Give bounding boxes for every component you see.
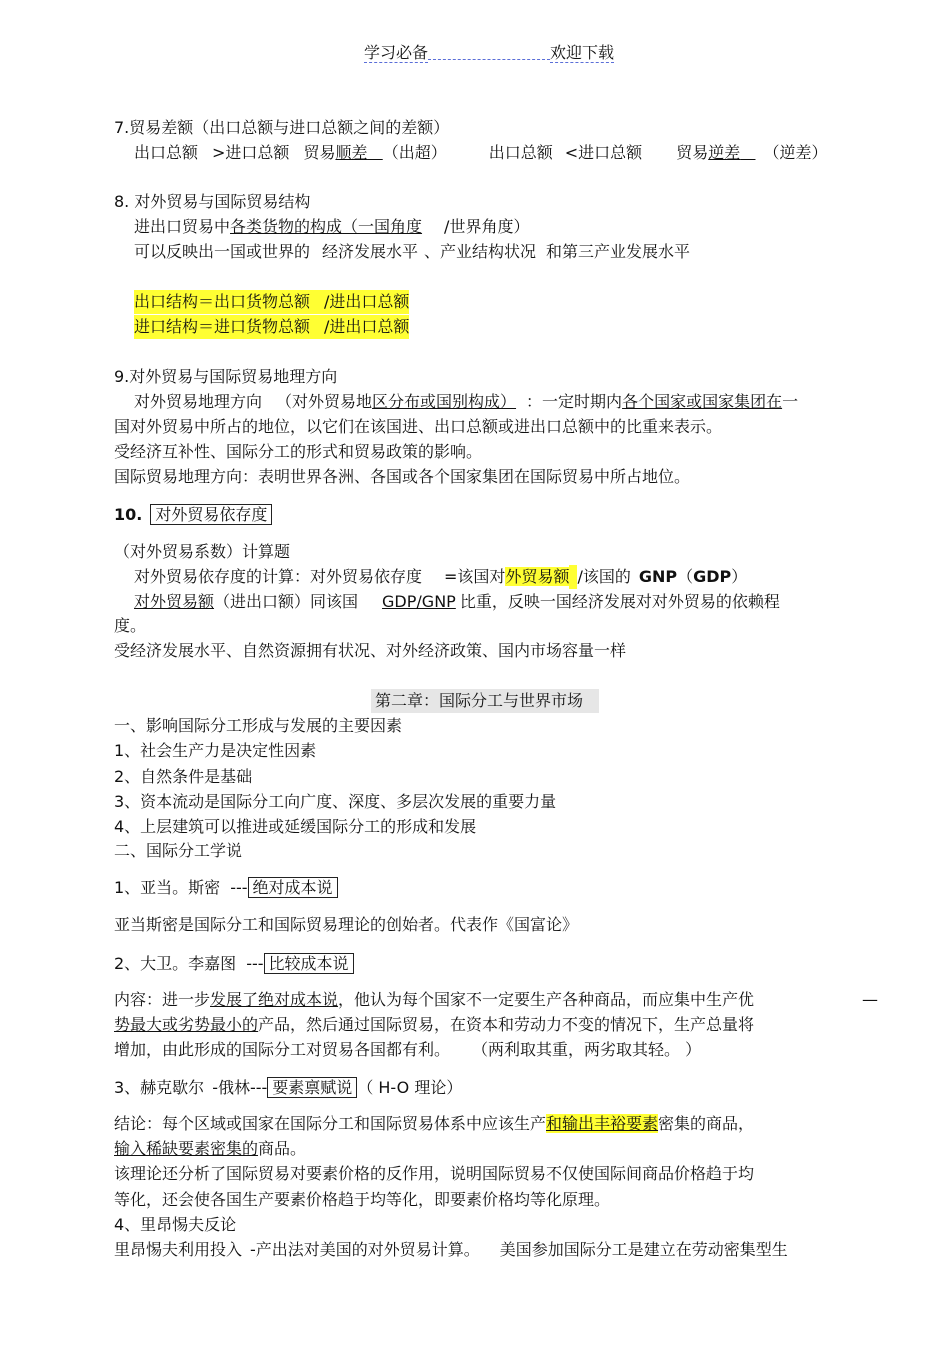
text: 进出口贸易中: [134, 217, 231, 236]
underlined-text: 区分布或国别构成）: [372, 392, 517, 411]
text: /世界角度）: [444, 217, 530, 236]
theory-1-heading: [114, 876, 338, 900]
text: 美国参加国际分工是建立在劳动密集型生: [499, 1240, 788, 1259]
s9-line2: 国对外贸易中所占的地位，以它们在该国进、出口总额或进出口总额中的比重来表示。: [114, 417, 723, 436]
s9-line1: [134, 390, 798, 414]
section-number: 10.: [114, 505, 143, 524]
text: 结论：每个区域或国家在国际分工和国际贸易体系中应该生产: [114, 1114, 547, 1133]
highlighted-text: 和输出丰裕要素: [546, 1114, 659, 1133]
import-structure-formula: [134, 315, 409, 339]
text: 进口结构＝进口货物总额: [134, 317, 311, 336]
text: （两利取其重，两劣取其轻。 ）: [472, 1040, 702, 1059]
theories-heading: 二、国际分工学说: [114, 841, 243, 860]
underlined-text: 各个国家或国家集团在: [622, 392, 783, 411]
text: =该国对: [444, 567, 506, 586]
text: （: [677, 567, 694, 586]
text: （ H-O 理论）: [357, 1078, 463, 1097]
text: 内容：进一步: [114, 990, 211, 1009]
s9-line4: 国际贸易地理方向：表明世界各洲、各国或各个国家集团在国际贸易中所占地位。: [114, 467, 691, 486]
boxed-term: 比较成本说: [264, 953, 354, 974]
text: ---: [249, 1078, 268, 1097]
theory-3-line4: 等化，还会使各国生产要素价格趋于均等化，即要素价格均等化原理。: [114, 1190, 611, 1209]
s7-title: 7.贸易差额（出口总额与进口总额之间的差额）: [114, 118, 450, 137]
chapter-title: 第二章：国际分工与世界市场: [371, 689, 599, 713]
underlined-text: GDP/GNP: [382, 592, 456, 611]
factors-heading: 一、影响国际分工形成与发展的主要因素: [114, 716, 403, 735]
underlined-text: 输入稀缺要素密集的: [114, 1139, 259, 1158]
text: /该国的: [577, 567, 631, 586]
s10-line3: [134, 590, 780, 614]
text: 对外贸易地理方向: [134, 392, 263, 411]
underlined-text: 对外贸易额: [134, 592, 215, 611]
s10-line1: （对外贸易系数）计算题: [114, 542, 291, 561]
s10-heading: [114, 503, 272, 527]
text: （逆差）: [763, 143, 828, 162]
factor-3: 3、资本流动是国际分工向广度、深度、多层次发展的重要力量: [114, 792, 557, 811]
text: 和第三产业发展水平: [546, 242, 691, 261]
text: 商品。: [258, 1139, 307, 1158]
page-header: [364, 41, 614, 65]
text: /进出口总额: [324, 292, 410, 311]
boxed-term: 对外贸易依存度: [150, 504, 272, 525]
text: <进口总额: [564, 143, 643, 162]
text: ，他认为每个国家不一定要生产各种商品，而应集中生产优: [338, 990, 755, 1009]
text: >进口总额: [212, 143, 290, 162]
text: ---: [230, 878, 248, 897]
underlined-text: 势最大或劣势最小的: [114, 1015, 259, 1034]
surplus-term: 顺差: [335, 143, 368, 162]
export-structure-formula: [134, 290, 409, 314]
text: 贸易: [676, 143, 709, 162]
s8-line1: [134, 215, 529, 239]
text: GDP: [693, 567, 732, 586]
s8-line2: [134, 240, 690, 264]
text: -产出法对美国的对外贸易计算。: [250, 1240, 480, 1259]
text: /进出口总额: [324, 317, 410, 336]
text: （对外贸易地: [276, 392, 373, 411]
text: 出口结构＝出口货物总额: [134, 292, 311, 311]
text: ---: [246, 954, 264, 973]
theory-2-heading: [114, 952, 354, 976]
text: ：一定时期内: [526, 392, 623, 411]
text: 密集的商品，: [658, 1114, 755, 1133]
s10-line5: 受经济发展水平、自然资源拥有状况、对外经济政策、国内市场容量一样: [114, 641, 627, 660]
factor-1: 1、社会生产力是决定性因素: [114, 741, 317, 760]
text: （进出口额）同该国: [214, 592, 359, 611]
text: 比重，反映一国经济发展对对外贸易的依赖程: [459, 592, 780, 611]
text: 贸易: [303, 143, 336, 162]
dash-mark: —: [862, 990, 878, 1009]
boxed-term: 要素禀赋说: [267, 1077, 357, 1098]
text: 出口总额: [134, 143, 199, 162]
text: 2、大卫。李嘉图: [114, 954, 237, 973]
theory-2-line1: [114, 988, 754, 1012]
underlined-text: （一国角度: [342, 217, 423, 236]
s9-title: 9.对外贸易与国际贸易地理方向: [114, 367, 338, 386]
underlined-text: 各类货物的构成: [230, 217, 343, 236]
text: 里昂惕夫利用投入: [114, 1240, 243, 1259]
theory-4-line1: [114, 1238, 788, 1262]
text: 增加，由此形成的国际分工对贸易各国都有利。: [114, 1040, 451, 1059]
text: 3、赫克歇尔: [114, 1078, 205, 1097]
text: -俄林: [212, 1078, 250, 1097]
boxed-term: 绝对成本说: [248, 877, 338, 898]
s7-line: [134, 141, 828, 165]
header-left-text: 学习必备: [364, 43, 429, 62]
text: 可以反映出一国或世界的: [134, 242, 311, 261]
text: 产品，然后通过国际贸易，在资本和劳动力不变的情况下，生产总量将: [258, 1015, 755, 1034]
factor-4: 4、上层建筑可以推进或延缓国际分工的形成和发展: [114, 817, 477, 836]
theory-3-heading: [114, 1076, 462, 1100]
theory-2-line3: [114, 1038, 701, 1062]
theory-3-line1: [114, 1112, 754, 1136]
text: 一: [782, 392, 799, 411]
deficit-term: 逆差: [708, 143, 741, 162]
theory-3-line2: [114, 1137, 306, 1161]
highlighted-text: 外贸易额: [505, 567, 570, 586]
s8-title: 8. 对外贸易与国际贸易结构: [114, 192, 311, 211]
text: 经济发展水平: [322, 242, 419, 261]
theory-1-text: 亚当斯密是国际分工和国际贸易理论的创始者。代表作《国富论》: [114, 915, 579, 934]
theory-3-line3: 该理论还分析了国际贸易对要素价格的反作用，说明国际贸易不仅使国际间商品价格趋于均: [114, 1164, 755, 1183]
text: （出超）: [382, 143, 447, 162]
s10-line2: [134, 565, 747, 589]
text: ）: [731, 567, 748, 586]
theory-4-heading: 4、里昂惕夫反论: [114, 1215, 237, 1234]
text: GNP: [638, 567, 678, 586]
text: 对外贸易依存度的计算：对外贸易依存度: [134, 567, 423, 586]
header-right-text: 欢迎下载: [550, 43, 615, 62]
text: 1、亚当。斯密: [114, 878, 221, 897]
theory-2-line2: [114, 1013, 754, 1037]
text: 、产业结构状况: [424, 242, 537, 261]
text: 出口总额: [488, 143, 553, 162]
underlined-text: 发展了绝对成本说: [210, 990, 339, 1009]
s10-line4: 度。: [114, 616, 147, 635]
factor-2: 2、自然条件是基础: [114, 767, 253, 786]
s9-line3: 受经济互补性、国际分工的形式和贸易政策的影响。: [114, 442, 483, 461]
